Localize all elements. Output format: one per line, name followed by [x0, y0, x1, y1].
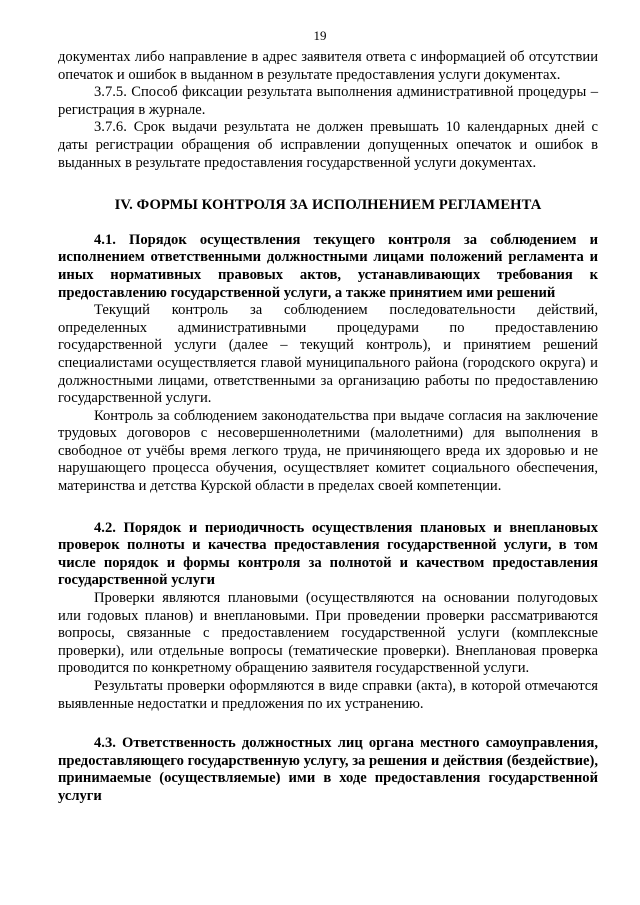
paragraph-current-control: Текущий контроль за соблюдением последовательности действий, определенных административными процедурами по предоставлению государственной услуги (далее – текущий контроль), и принятием решений специалистами осуществляется главой муниципального района (городского округа) и должностными лицами, ответственными за организацию работы по предоставлению государственной услуги. — [58, 302, 598, 407]
heading-4-3: 4.3. Ответственность должностных лиц органа местного самоуправления, предоставляющего государственную услугу, за решения и действия (бездействие), принимаемые (осуществляемые) ими в ходе предоставления государственной услуги — [58, 735, 598, 804]
document-body — [58, 49, 598, 806]
paragraph-inspections: Проверки являются плановыми (осуществляются на основании полугодовых или годовых планов) и внеплановыми. При проведении проверки рассматриваются вопросы, связанные с предоставлением государственной услуги (комплексные проверки), или отдельные вопросы (тематические проверки). Внеплановая проверка проводится по конкретному обращению заявителя государственной услуги. — [58, 590, 598, 677]
paragraph-3-7-5: 3.7.5. Способ фиксации результата выполнения административной процедуры – регистрация в журнале. — [58, 84, 598, 118]
paragraph-inspection-results: Результаты проверки оформляются в виде справки (акта), в которой отмечаются выявленные недостатки и предложения по их устранению. — [58, 678, 598, 712]
paragraph-3-7-6: 3.7.6. Срок выдачи результата не должен превышать 10 календарных дней с даты регистрации обращения об исправлении допущенных опечаток и ошибок в выданных в результате предоставления государственной услуги документах. — [58, 119, 598, 171]
paragraph-legislation-control: Контроль за соблюдением законодательства при выдаче согласия на заключение трудовых договоров с несовершеннолетними (малолетними) для выполнения в свободное от учёбы время легкого труда, не причиняющего вреда их здоровью и не нарушающего процесса обучения, осуществляет комитет социального обеспечения, материнства и детства Курской области в пределах своей компетенции. — [58, 407, 598, 495]
paragraph-continuation: документах либо направление в адрес заявителя ответа с информацией об отсутствии опечаток и ошибок в выданном в результате предоставления услуги документах. — [58, 49, 598, 83]
heading-4-2: 4.2. Порядок и периодичность осуществления плановых и внеплановых проверок полноты и качества предоставления государственной услуги, в том числе порядок и формы контроля за полнотой и качеством предоставления государственной услуги — [58, 519, 598, 589]
heading-4-1: 4.1. Порядок осуществления текущего контроля за соблюдением и исполнением ответственными должностными лицами положений регламента и иных нормативных правовых актов, устанавливающих требования к предоставлению государственной услуги, а также принятием ими решений — [58, 231, 598, 301]
section-title: IV. ФОРМЫ КОНТРОЛЯ ЗА ИСПОЛНЕНИЕМ РЕГЛАМЕНТА — [114, 197, 542, 214]
page-number: 19 — [313, 28, 327, 43]
